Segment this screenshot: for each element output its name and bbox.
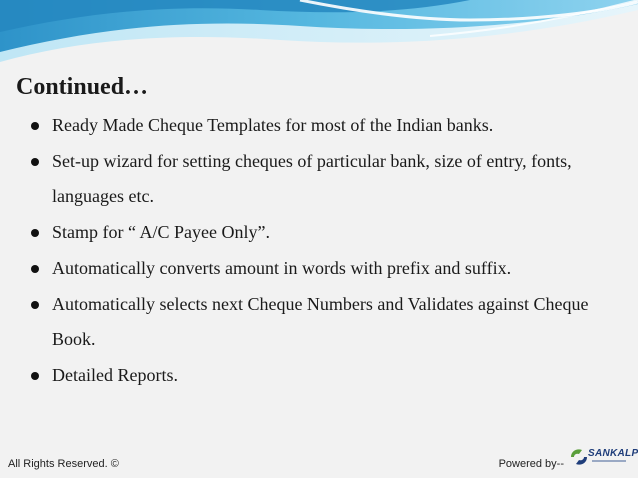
logo-text: SANKALP: [588, 448, 638, 459]
list-item: [28, 144, 628, 214]
header-wave-decoration: [0, 0, 638, 70]
bullet-icon: [31, 372, 39, 380]
footer-powered-by: Powered by--: [498, 458, 564, 470]
sankalp-logo-icon: [568, 446, 638, 468]
list-item: [28, 108, 628, 143]
logo-tagline-line: [592, 460, 626, 462]
bullet-icon: [31, 122, 39, 130]
bullet-text: Automatically converts amount in words with prefix and suffix.: [52, 258, 512, 278]
bullet-text: Set-up wizard for setting cheques of particular bank, size of entry, fonts, languages etc.: [52, 151, 572, 206]
bullet-text: Detailed Reports.: [52, 365, 178, 385]
list-item: [28, 251, 628, 286]
bullet-list: [28, 108, 628, 394]
list-item: [28, 287, 628, 357]
list-item: [28, 358, 628, 393]
bullet-icon: [31, 229, 39, 237]
bullet-icon: [31, 158, 39, 166]
bullet-text: Automatically selects next Cheque Numbers and Validates against Cheque Book.: [52, 294, 589, 349]
bullet-icon: [31, 301, 39, 309]
footer-rights: All Rights Reserved. ©: [8, 458, 119, 470]
slide-title: Continued…: [16, 74, 149, 100]
bullet-icon: [31, 265, 39, 273]
bullet-text: Stamp for “ A/C Payee Only”.: [52, 222, 270, 242]
bullet-text: Ready Made Cheque Templates for most of the Indian banks.: [52, 115, 494, 135]
list-item: [28, 215, 628, 250]
logo-mark-icon: [568, 446, 590, 468]
